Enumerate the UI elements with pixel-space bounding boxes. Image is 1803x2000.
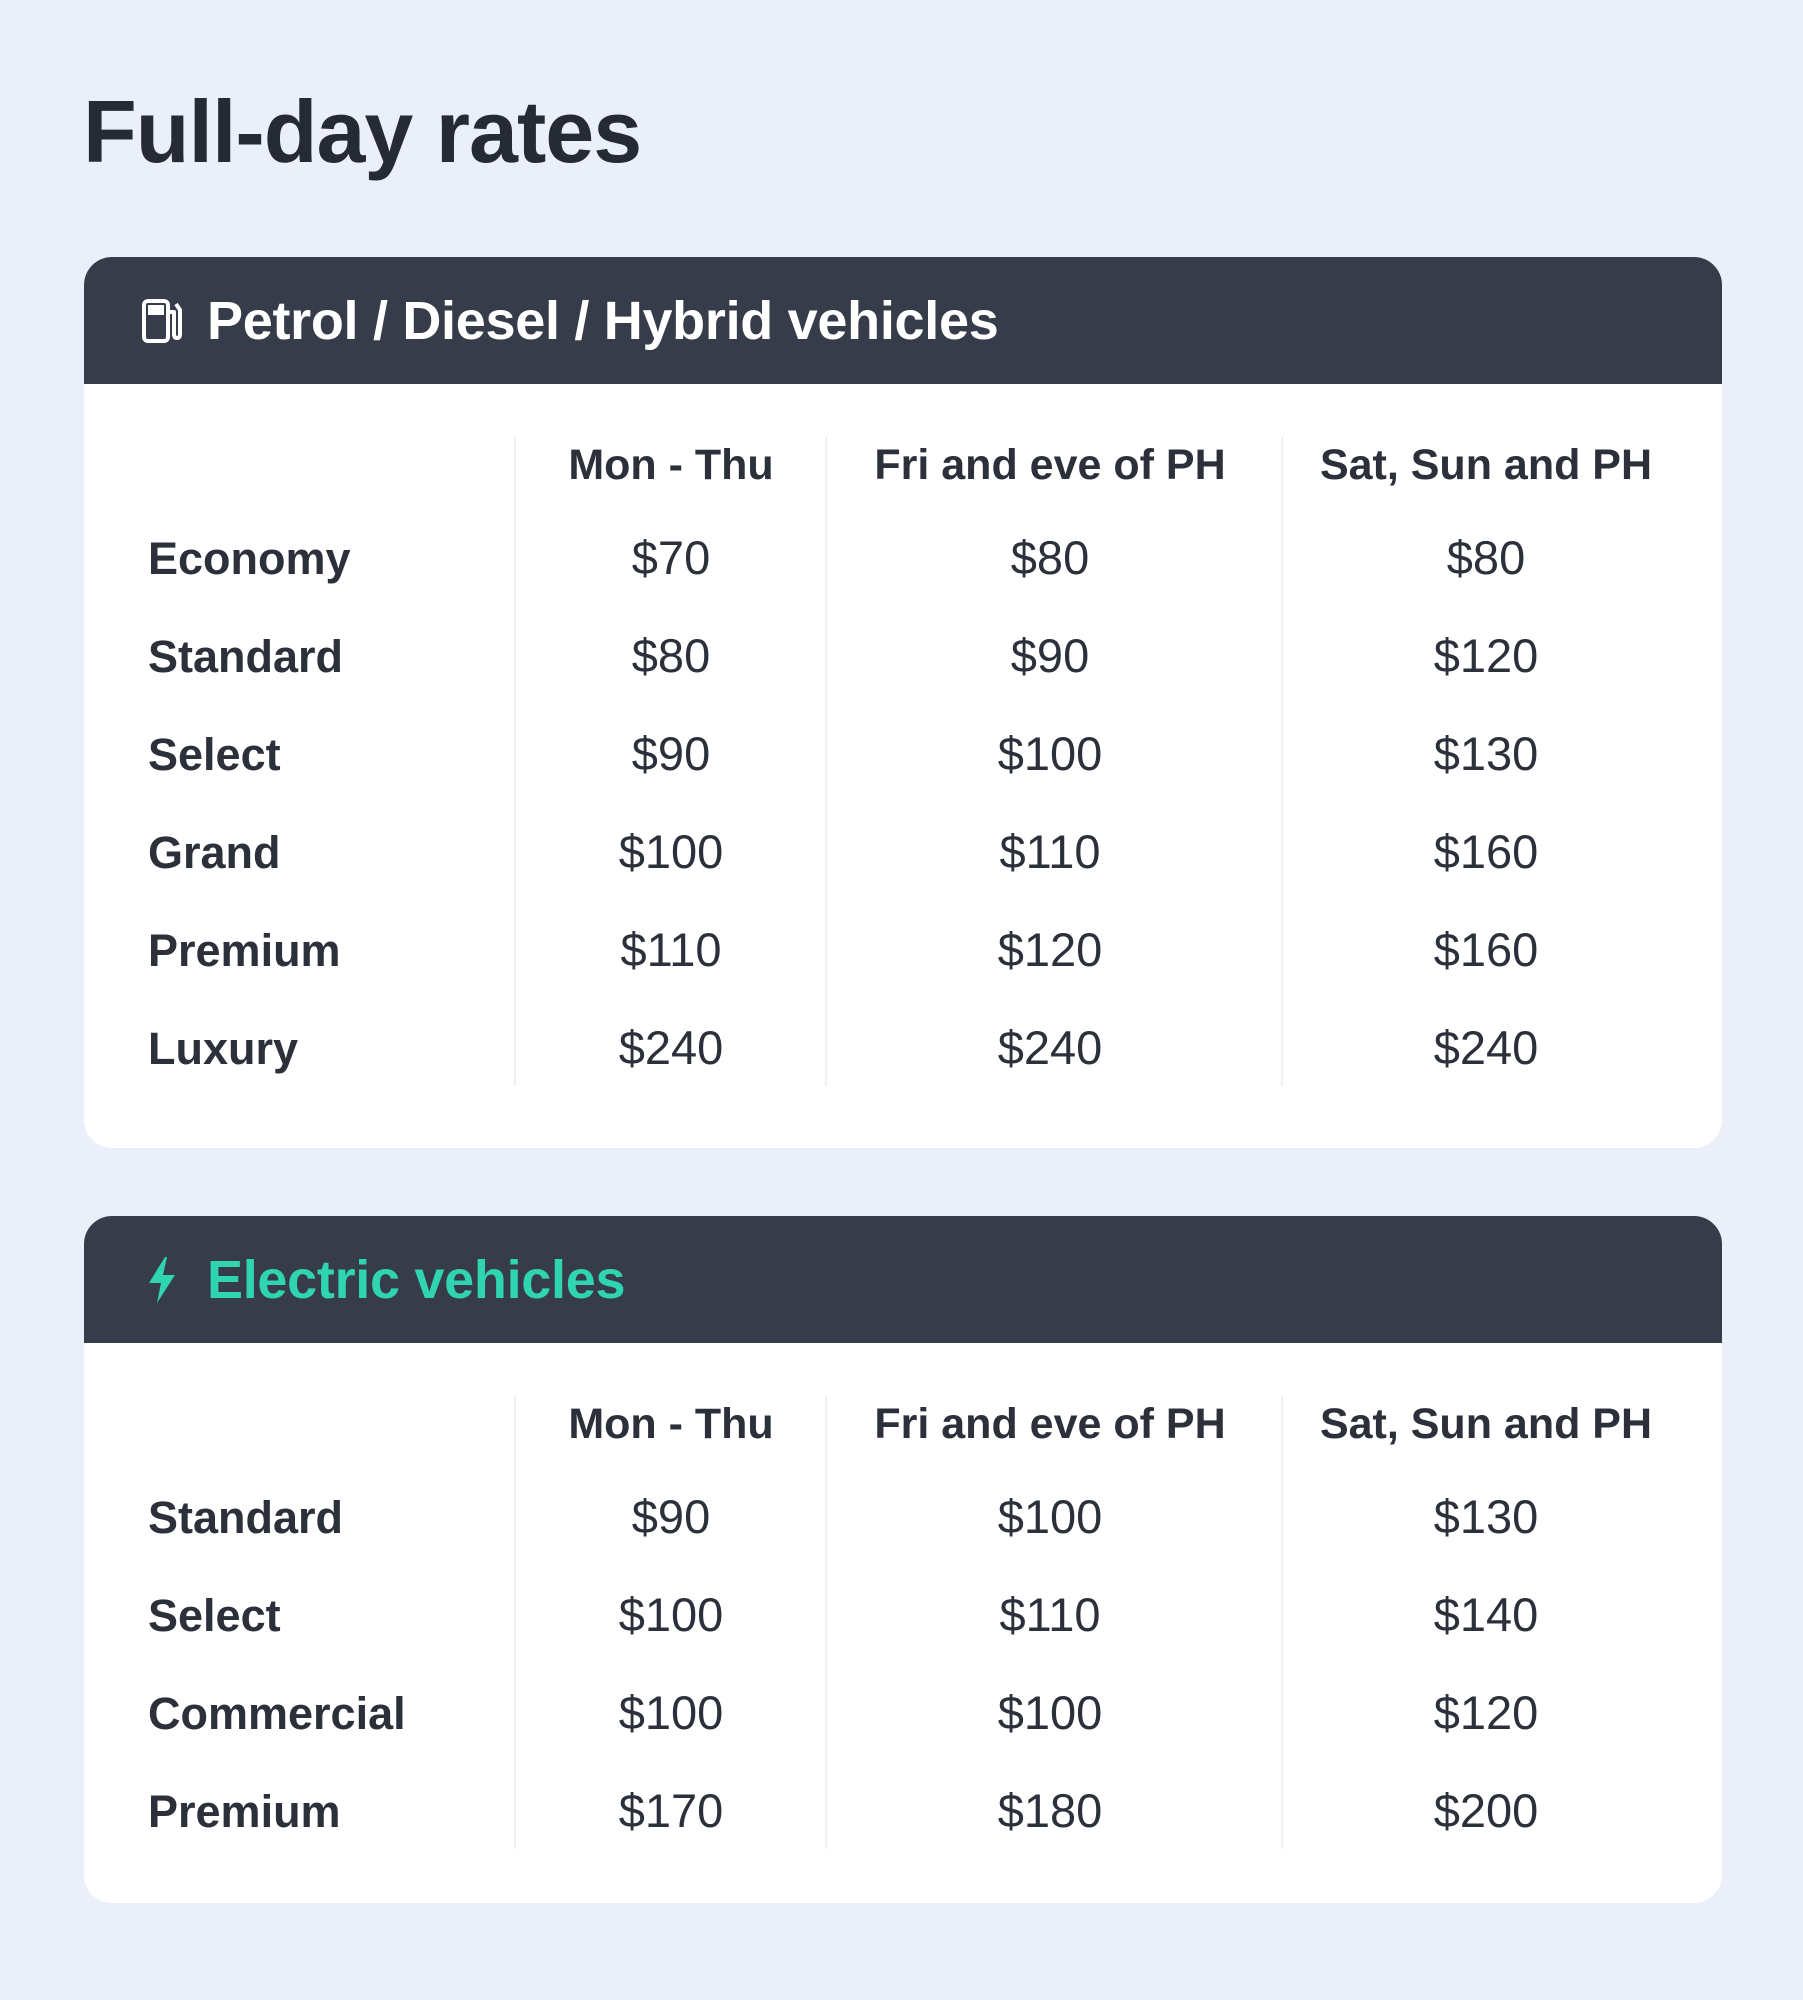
row-label: Economy — [148, 533, 351, 584]
rate-cell: $80 — [1010, 531, 1090, 584]
rate-cell: $100 — [618, 1588, 724, 1641]
rate-cell: $140 — [1433, 1588, 1539, 1641]
rate-cell: $130 — [1433, 1490, 1539, 1543]
row-label: Standard — [148, 1492, 344, 1543]
rate-cell: $110 — [999, 1588, 1101, 1641]
rate-cell: $170 — [618, 1784, 724, 1837]
column-divider — [825, 1396, 827, 1849]
column-divider — [1281, 1396, 1283, 1849]
electric-card-title: Electric vehicles — [207, 1249, 626, 1310]
row-label: Select — [148, 1590, 281, 1641]
rate-cell: $100 — [997, 1686, 1103, 1739]
column-divider — [825, 437, 827, 1086]
petrol-card-header — [84, 257, 1722, 384]
column-header: Fri and eve of PH — [874, 1400, 1226, 1448]
column-header: Sat, Sun and PH — [1319, 441, 1653, 489]
rate-cell: $240 — [618, 1021, 724, 1074]
row-label: Commercial — [148, 1688, 406, 1739]
rate-cell: $130 — [1433, 727, 1539, 780]
rate-cell: $240 — [997, 1021, 1103, 1074]
column-divider — [514, 437, 516, 1086]
column-divider — [1281, 437, 1283, 1086]
rate-cell: $120 — [1433, 629, 1539, 682]
column-header: Mon - Thu — [568, 441, 774, 489]
rate-cell: $80 — [631, 629, 711, 682]
fuel-pump-icon — [139, 296, 185, 346]
rate-cell: $80 — [1446, 531, 1526, 584]
row-label: Grand — [148, 827, 281, 878]
rate-cell: $90 — [1010, 629, 1090, 682]
row-label: Standard — [148, 631, 344, 682]
page-title: Full-day rates — [83, 82, 642, 181]
rate-cell: $110 — [999, 825, 1101, 878]
lightning-bolt-icon — [139, 1255, 185, 1305]
electric-card-header — [84, 1216, 1722, 1343]
rate-cell: $90 — [631, 1490, 711, 1543]
rate-cell: $240 — [1433, 1021, 1539, 1074]
rate-cell: $120 — [997, 923, 1103, 976]
rate-cell: $100 — [997, 727, 1103, 780]
rate-cell: $100 — [618, 1686, 724, 1739]
rate-cell: $110 — [620, 923, 722, 976]
electric-rates-card — [84, 1216, 1722, 1903]
rate-cell: $100 — [618, 825, 724, 878]
rate-cell: $70 — [631, 531, 711, 584]
row-label: Premium — [148, 925, 341, 976]
row-label: Select — [148, 729, 281, 780]
rate-cell: $160 — [1433, 825, 1539, 878]
column-header: Fri and eve of PH — [874, 441, 1226, 489]
petrol-rates-card — [84, 257, 1722, 1148]
row-label: Premium — [148, 1786, 341, 1837]
rate-cell: $120 — [1433, 1686, 1539, 1739]
column-header: Sat, Sun and PH — [1319, 1400, 1653, 1448]
rate-cell: $200 — [1433, 1784, 1539, 1837]
rate-cell: $100 — [997, 1490, 1103, 1543]
column-header: Mon - Thu — [568, 1400, 774, 1448]
rate-cell: $160 — [1433, 923, 1539, 976]
row-label: Luxury — [148, 1023, 299, 1074]
rate-cell: $180 — [997, 1784, 1103, 1837]
petrol-card-title: Petrol / Diesel / Hybrid vehicles — [207, 290, 999, 351]
rate-cell: $90 — [631, 727, 711, 780]
column-divider — [514, 1396, 516, 1849]
